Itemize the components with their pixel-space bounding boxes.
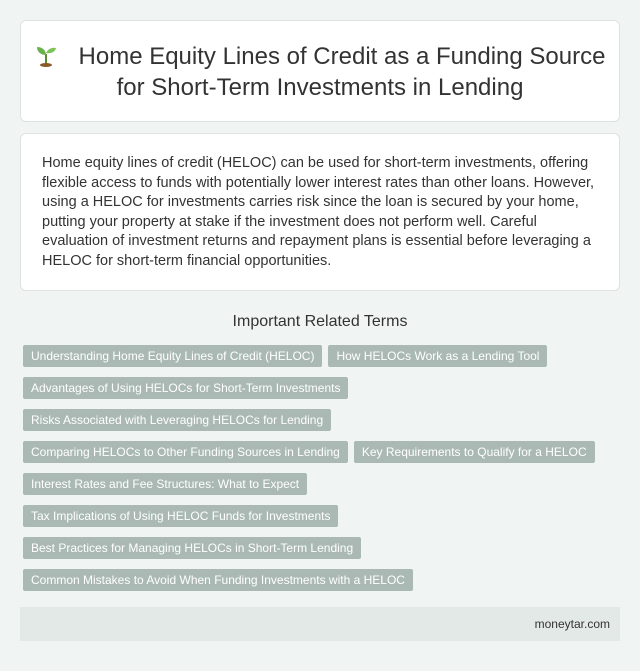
- related-term-tag[interactable]: Comparing HELOCs to Other Funding Sources in Lending: [23, 441, 348, 463]
- related-term-tag[interactable]: Advantages of Using HELOCs for Short-Term Investments: [23, 377, 348, 399]
- page-title-text: Home Equity Lines of Credit as a Funding Source for Short-Term Investments in Lending: [78, 43, 606, 101]
- related-term-tag[interactable]: Risks Associated with Leveraging HELOCs for Lending: [23, 409, 331, 431]
- related-terms-heading: Important Related Terms: [232, 313, 408, 330]
- related-term-tag[interactable]: Interest Rates and Fee Structures: What to Expect: [23, 473, 307, 495]
- footer: [20, 607, 620, 641]
- title-card: [20, 20, 620, 122]
- related-terms-list: [23, 345, 623, 601]
- intro-text: Home equity lines of credit (HELOC) can be used for short-term investments, offering flexible access to funds with potentially lower interest rates than other loans. However, using a HELOC for investments carries risk since the loan is secured by your home, putting your property at stake if the investment does not perform well. Careful evaluation of investment returns and repayment plans is essential before leveraging a HELOC for short-term financial opportunities.: [42, 155, 595, 269]
- related-term-tag[interactable]: Understanding Home Equity Lines of Credit (HELOC): [23, 345, 322, 367]
- sprout-icon: [35, 43, 57, 74]
- related-term-tag[interactable]: How HELOCs Work as a Lending Tool: [328, 345, 547, 367]
- related-term-tag[interactable]: Key Requirements to Qualify for a HELOC: [354, 441, 595, 463]
- intro-card: [20, 133, 620, 291]
- related-term-tag[interactable]: Common Mistakes to Avoid When Funding Investments with a HELOC: [23, 569, 413, 591]
- site-name[interactable]: moneytar.com: [534, 617, 610, 631]
- related-term-tag[interactable]: Tax Implications of Using HELOC Funds for Investments: [23, 505, 338, 527]
- related-term-tag[interactable]: Best Practices for Managing HELOCs in Short-Term Lending: [23, 537, 361, 559]
- page-title: [21, 43, 619, 102]
